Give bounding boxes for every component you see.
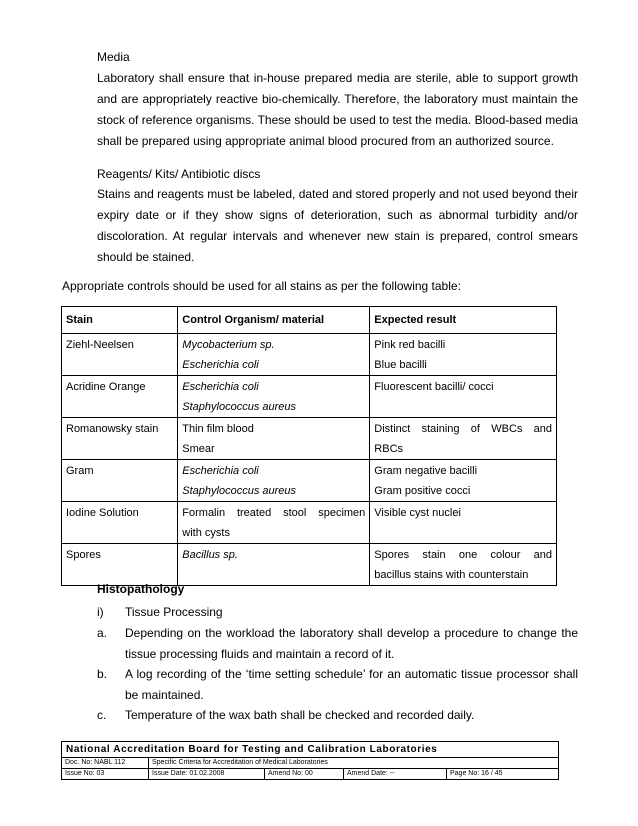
issue-number: Issue No: 03 [62,769,149,779]
footer-row-doc [62,758,558,768]
footer-row-issue [62,768,558,779]
stains-table [61,306,557,586]
list-item-label: c. [97,708,107,722]
table-intro: Appropriate controls should be used for all stains as per the following table: [62,279,461,293]
result-line: Blue bacilli [374,359,427,371]
control-cell [178,460,370,502]
footer-title: National Accreditation Board for Testing and Calibration Laboratories [62,742,558,758]
result-line: Gram positive cocci [374,485,471,497]
media-heading: Media [97,50,130,64]
result-cell [370,376,557,418]
control-cell [178,334,370,376]
document-footer [61,741,559,780]
control-line: Escherichia coli [182,359,259,371]
list-item [97,664,578,706]
control-line: Thin film blood [182,423,254,435]
result-cell [370,418,557,460]
result-cell [370,502,557,544]
list-item [97,705,578,726]
table-row [62,460,557,502]
table-row [62,418,557,460]
stain-cell: Romanowsky stain [62,418,178,460]
control-cell [178,418,370,460]
header-control: Control Organism/ material [178,307,370,334]
list-item-label: a. [97,626,108,640]
list-item-text: Tissue Processing [125,605,223,619]
control-line: Formalin treated stool specimen [182,507,366,519]
result-line: Gram negative bacilli [374,465,478,477]
table-row [62,502,557,544]
control-line: Mycobacterium sp. [182,339,275,351]
control-line: Bacillus sp. [182,549,238,561]
table-header-row [62,307,557,334]
control-line: Escherichia coli [182,381,259,393]
stain-cell: Spores [62,544,178,586]
doc-number: Doc. No: NABL 112 [62,758,149,768]
result-cell [370,544,557,586]
stain-cell: Acridine Orange [62,376,178,418]
result-line: bacillus stains with counterstain [374,569,529,581]
control-cell [178,502,370,544]
issue-date: Issue Date: 01.02.2008 [149,769,265,779]
result-cell [370,334,557,376]
list-item-label: b. [97,667,108,681]
list-item-text: A log recording of the ‘time setting schedule’ for an automatic tissue processor shall be maintained. [125,667,578,702]
histopathology-heading: Histopathology [97,582,185,596]
amend-date: Amend Date: -- [344,769,447,779]
list-item [97,602,578,623]
header-stain: Stain [62,307,178,334]
result-line: Visible cyst nuclei [374,507,461,519]
result-line: Pink red bacilli [374,339,446,351]
stain-cell: Iodine Solution [62,502,178,544]
stain-cell: Gram [62,460,178,502]
control-cell [178,544,370,586]
result-line: Spores stain one colour and [374,549,552,561]
list-item-label: i) [97,605,104,619]
header-result: Expected result [370,307,557,334]
amend-number: Amend No: 00 [265,769,344,779]
result-line: RBCs [374,443,404,455]
page-number: Page No: 16 / 45 [450,770,503,777]
list-item-text: Temperature of the wax bath shall be checked and recorded daily. [125,708,475,722]
table-row [62,334,557,376]
result-line: Fluorescent bacilli/ cocci [374,381,494,393]
result-line: Distinct staining of WBCs and [374,423,552,435]
reagents-heading: Reagents/ Kits/ Antibiotic discs [97,167,261,181]
table-row [62,376,557,418]
list-item [97,623,578,665]
control-line: Smear [182,443,215,455]
control-cell [178,376,370,418]
doc-title: Specific Criteria for Accreditation of Medical Laboratories [152,759,328,766]
list-item-text: Depending on the workload the laboratory shall develop a procedure to change the tissue processing fluids and maintain a record of it. [125,626,578,661]
control-line: Escherichia coli [182,465,259,477]
control-line: Staphylococcus aureus [182,485,297,497]
control-line: Staphylococcus aureus [182,401,297,413]
media-paragraph: Laboratory shall ensure that in-house prepared media are sterile, able to support growth and are appropriately reactive bio-chemically. Therefore, the laboratory must maintain the stock of reference organisms. These should be used to test the media. Blood-based media shall be prepared using appropriate animal blood procured from an authorized source. [97,71,578,148]
reagents-paragraph: Stains and reagents must be labeled, dated and stored properly and not used beyond their expiry date or if they show signs of deterioration, such as abnormal turbidity and/or discoloration. At regular intervals and whenever new stain is prepared, control smears should be stained. [97,187,578,264]
table-row [62,544,557,586]
stain-cell: Ziehl-Neelsen [62,334,178,376]
control-line: with cysts [182,527,230,539]
result-cell [370,460,557,502]
